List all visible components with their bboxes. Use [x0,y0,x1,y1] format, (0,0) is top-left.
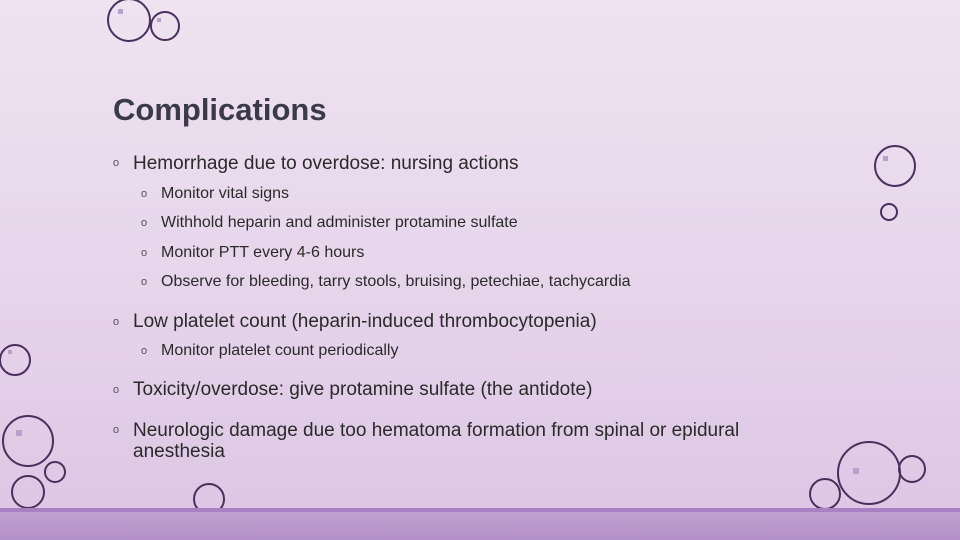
circle-bubble-icon [838,442,900,504]
bubble-dot-icon [883,156,888,161]
sub-list-item: Observe for bleeding, tarry stools, bruising, petechiae, tachycardia [161,273,631,290]
bubble-dot-icon [853,468,859,474]
circle-bubble-icon [875,146,915,186]
bubble-dot-icon [16,430,22,436]
sub-list-item: Withhold heparin and administer protamine sulfate [161,214,518,231]
list-item: Neurologic damage due too hematoma formation from spinal or epidural anesthesia [133,420,740,462]
bullet-o-icon: o [141,345,148,357]
sub-list-item: Monitor vital signs [161,185,290,202]
bullet-o-icon: o [141,188,148,200]
bubble-dot-icon [8,350,12,354]
circle-bubble-icon [3,416,53,466]
circle-bubble-icon [810,479,840,509]
list-item: Hemorrhage due to overdose: nursing actions [133,153,519,174]
circle-bubble-icon [899,456,925,482]
circle-bubble-icon [12,476,44,508]
bottom-band-line [0,508,960,512]
circle-bubble-icon [108,0,150,41]
circle-bubble-icon [0,345,30,375]
sub-list-item: Monitor platelet count periodically [161,342,399,359]
bubble-dot-icon [118,9,123,14]
bottom-band [0,508,960,540]
circle-bubble-icon [151,12,179,40]
bullet-o-icon: o [113,424,120,436]
bullet-o-icon: o [113,316,120,328]
circle-bubble-icon [881,204,897,220]
sub-list-item: Monitor PTT every 4-6 hours [161,244,365,261]
list-item: Toxicity/overdose: give protamine sulfate (the antidote) [133,379,593,400]
bubble-dot-icon [157,18,161,22]
bullet-o-icon: o [113,157,120,169]
bullet-o-icon: o [141,217,148,229]
bullet-o-icon: o [141,276,148,288]
list-item: Low platelet count (heparin-induced thrombocytopenia) [133,311,597,332]
bullet-o-icon: o [113,384,120,396]
bullet-o-icon: o [141,247,148,259]
slide-title: Complications [113,92,327,127]
circle-bubble-icon [45,462,65,482]
